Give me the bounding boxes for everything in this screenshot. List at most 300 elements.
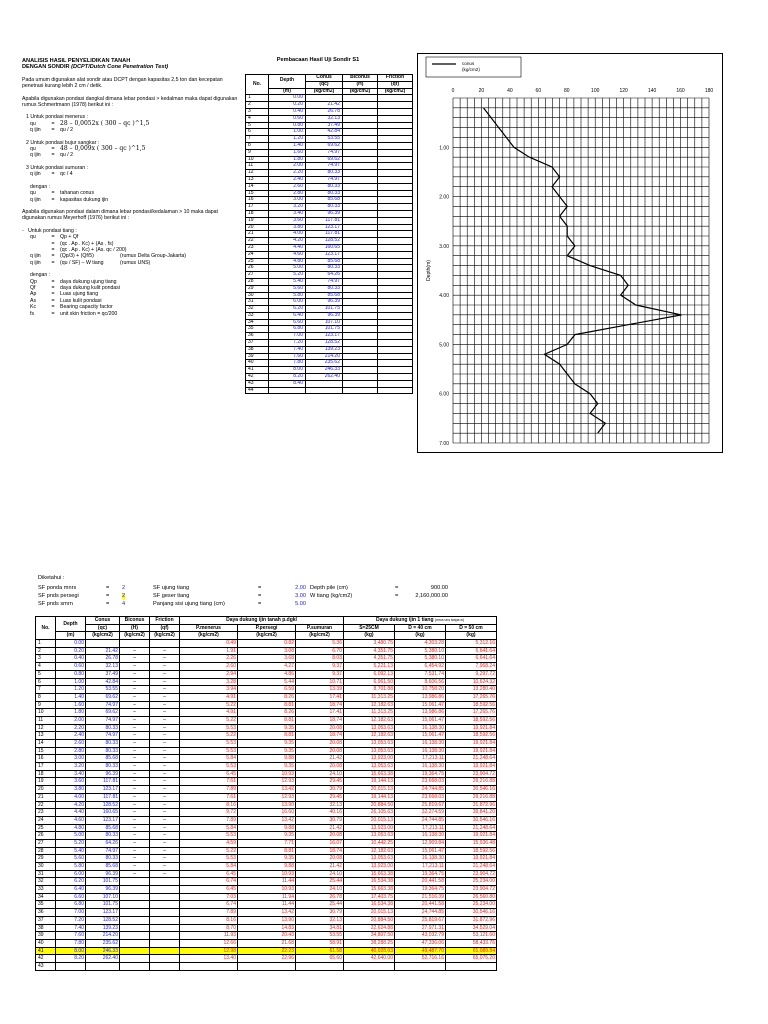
col-depth-unit: (m)	[269, 88, 306, 95]
cap-cell-pmenerus: 7.89	[180, 909, 238, 917]
sondir-cell-conus: 123.17	[306, 333, 343, 340]
sondir-cell-conus: 80.33	[306, 170, 343, 177]
sondir-cell-conus: 80.33	[306, 285, 343, 292]
cap-cell-pmenerus: 8.16	[180, 916, 238, 924]
cap-cell-ppersegi: 9.35	[238, 747, 296, 755]
sondir-cell-friction	[378, 210, 413, 217]
col-no: No.	[246, 75, 269, 95]
sondir-cell-conus: 139.23	[306, 346, 343, 353]
cap-cell-psumuran: 30.79	[296, 786, 344, 794]
t2-col-unit-d: (kg)	[344, 632, 395, 640]
sondir-cell-no: 1	[246, 95, 269, 102]
sondir-row	[246, 380, 413, 387]
given-k2: SF ujung tiang	[153, 585, 190, 591]
cap-cell-biconus: –	[120, 663, 150, 671]
sondir-cell-depth: 8.40	[269, 380, 306, 387]
cap-cell-s25: 8,701.88	[344, 686, 395, 694]
cap-cell-d50: 13,280.40	[446, 686, 497, 694]
cap-cell-friction: –	[150, 824, 180, 832]
col-conus-sym: (qc)	[306, 81, 343, 88]
cap-cell-s25: 13,923.00	[344, 824, 395, 832]
sondir-cell-friction	[378, 115, 413, 122]
cap-cell-friction	[150, 955, 180, 963]
bearing-capacity-table	[35, 616, 497, 971]
cap-cell-d50: 6,641.64	[446, 647, 497, 655]
given-k3: W tiang (kg/cm2)	[310, 593, 353, 599]
sondir-table	[245, 74, 413, 394]
cap-cell-d40: 16,138.30	[395, 740, 446, 748]
x-tick-label: 0	[451, 88, 455, 94]
sondir-cell-depth: 5.00	[269, 265, 306, 272]
cap-cell-ppersegi: 5.44	[238, 678, 296, 686]
cap-cell-s25: 19,144.13	[344, 778, 395, 786]
def-text: daya dukung ujung tiang	[60, 278, 117, 285]
cap-cell-depth: 8.20	[56, 955, 86, 963]
sondir-cell-no: 36	[246, 333, 269, 340]
cap-cell-d50: 29,216.88	[446, 778, 497, 786]
cap-cell-ppersegi: 13.42	[238, 816, 296, 824]
y-tick-label: 4.00	[439, 293, 449, 300]
cap-cell-friction: –	[150, 816, 180, 824]
capacity-row	[36, 801, 497, 809]
conus-point	[597, 403, 598, 404]
cap-cell-biconus	[120, 901, 150, 909]
legend-label-2: (kg/cm2)	[462, 67, 480, 72]
sondir-cell-friction	[378, 374, 413, 381]
cap-cell-friction	[150, 932, 180, 940]
sondir-cell-no: 39	[246, 353, 269, 360]
sondir-cell-biconus	[343, 367, 378, 374]
sondir-cell-depth: 3.80	[269, 224, 306, 231]
cap-cell-biconus: –	[120, 740, 150, 748]
cap-cell-conus: 85.68	[86, 755, 120, 763]
sondir-cell-conus: 96.39	[306, 299, 343, 306]
sondir-cell-depth: 7.80	[269, 360, 306, 367]
cap-cell-no: 21	[36, 793, 56, 801]
cap-cell-s25: 19,144.13	[344, 793, 395, 801]
capacity-row	[36, 955, 497, 963]
pile-f4-row: q ijin = (Qp/3) + (Qf/5) (rumus Delta Group-Jakarta)	[30, 253, 187, 260]
cap-cell-psumuran: 24.10	[296, 886, 344, 894]
cap-cell-friction	[150, 640, 180, 648]
cap-cell-d40: 16,138.30	[395, 855, 446, 863]
cap-cell-pmenerus: 8.70	[180, 924, 238, 932]
cap-cell-biconus: –	[120, 686, 150, 694]
cap-cell-friction: –	[150, 647, 180, 655]
cap-cell-ppersegi: 9.88	[238, 824, 296, 832]
col-biconus: Biconus	[343, 75, 378, 82]
cap-cell-biconus: –	[120, 786, 150, 794]
sondir-cell-friction	[378, 387, 413, 394]
t2-col-biconus-unit: (kg/cm2)	[120, 632, 150, 640]
y-tick-label: 1.00	[439, 145, 449, 152]
cap-cell-d50: 61,089.84	[446, 947, 497, 955]
cap-cell-conus: 117.81	[86, 793, 120, 801]
cap-cell-ppersegi: 8.26	[238, 693, 296, 701]
sondir-cell-friction	[378, 312, 413, 319]
cap-cell-no: 8	[36, 693, 56, 701]
sondir-cell-biconus	[343, 333, 378, 340]
cap-cell-conus: 74.97	[86, 847, 120, 855]
conus-chart-svg	[418, 54, 722, 452]
capacity-row	[36, 755, 497, 763]
sondir-cell-conus: 117.81	[306, 217, 343, 224]
def-qijin-row: q ijin = kapasitas dukung ijin	[30, 196, 109, 203]
cap-cell-depth: 5.60	[56, 855, 86, 863]
cap-cell-biconus: –	[120, 770, 150, 778]
cap-cell-psumuran: 58.91	[296, 939, 344, 947]
def-item: Kc = Bearing capacity factor	[22, 304, 242, 310]
cap-cell-friction	[150, 947, 180, 955]
cap-cell-conus: 235.62	[86, 939, 120, 947]
cap-cell-no: 33	[36, 886, 56, 894]
cap-cell-s25: 15,663.38	[344, 770, 395, 778]
conus-point	[628, 324, 629, 325]
sondir-cell-biconus	[343, 108, 378, 115]
sondir-cell-no: 43	[246, 380, 269, 387]
sondir-cell-conus: 74.97	[306, 163, 343, 170]
cap-cell-conus: 69.62	[86, 693, 120, 701]
cap-cell-ppersegi: 8.81	[238, 847, 296, 855]
conus-point	[620, 295, 621, 296]
s1-qu-formula: 28 – 0,0052x ( 300 – qc )^1,5	[60, 119, 150, 127]
cap-cell-friction	[150, 916, 180, 924]
sondir-cell-no: 13	[246, 176, 269, 183]
sondir-cell-no: 42	[246, 374, 269, 381]
conus-point	[574, 334, 575, 335]
sondir-cell-depth: 3.00	[269, 197, 306, 204]
sondir-cell-biconus	[343, 156, 378, 163]
doc-title-2-italic: (DCPT/Dutch Cone Penetration Test)	[71, 64, 169, 71]
cap-cell-d50: 19,921.84	[446, 740, 497, 748]
sondir-cell-friction	[378, 95, 413, 102]
pile-f5: (qu / SF) – W tiang	[60, 259, 104, 266]
cap-cell-pmenerus: 2.94	[180, 670, 238, 678]
cap-cell-biconus: –	[120, 870, 150, 878]
cap-cell-ppersegi: 4.86	[238, 670, 296, 678]
cap-cell-ppersegi: 8.26	[238, 709, 296, 717]
sondir-cell-friction	[378, 299, 413, 306]
sondir-cell-biconus	[343, 217, 378, 224]
cap-cell-d40: 16,138.30	[395, 832, 446, 840]
sondir-cell-depth: 0.00	[269, 95, 306, 102]
cap-cell-conus: 53.55	[86, 686, 120, 694]
sondir-cell-friction	[378, 149, 413, 156]
cap-cell-psumuran: 8.03	[296, 655, 344, 663]
cap-cell-d50: 17,265.76	[446, 693, 497, 701]
def-item: As = Luas kulit pondasi	[22, 298, 242, 304]
sondir-cell-no: 38	[246, 346, 269, 353]
sondir-cell-conus: 42.84	[306, 129, 343, 136]
cap-cell-psumuran: 9.37	[296, 670, 344, 678]
cap-cell-d50: 30,546.16	[446, 909, 497, 917]
capacity-row	[36, 740, 497, 748]
cap-cell-d40: 25,819.67	[395, 916, 446, 924]
cap-cell-depth: 8.00	[56, 947, 86, 955]
cap-cell-d50: 58,433.76	[446, 939, 497, 947]
conus-point	[552, 167, 553, 168]
cap-cell-friction	[150, 893, 180, 901]
sondir-cell-depth: 6.80	[269, 326, 306, 333]
sondir-cell-friction	[378, 251, 413, 258]
cap-cell-conus: 21.42	[86, 647, 120, 655]
x-tick-label: 60	[535, 88, 542, 94]
sondir-row	[246, 251, 413, 258]
y-tick-label: 5.00	[439, 342, 449, 349]
def-item: Ap = Luas ujung tiang	[22, 291, 242, 297]
def-text: Bearing capacity factor	[60, 304, 113, 311]
cap-cell-s25: 13,053.63	[344, 740, 395, 748]
def-sym: Kc	[30, 304, 37, 311]
capacity-row	[36, 686, 497, 694]
cap-cell-no: 23	[36, 809, 56, 817]
cap-cell-friction: –	[150, 724, 180, 732]
cap-cell-d40: 10,758.20	[395, 686, 446, 694]
cap-cell-d50: 18,592.56	[446, 732, 497, 740]
cap-cell-psumuran: 25.44	[296, 878, 344, 886]
cap-cell-biconus: –	[120, 793, 150, 801]
sondir-cell-conus: 80.33	[306, 204, 343, 211]
sondir-cell-friction	[378, 272, 413, 279]
cap-cell-friction: –	[150, 870, 180, 878]
sondir-cell-biconus	[343, 115, 378, 122]
cap-cell-d40: 24,744.85	[395, 909, 446, 917]
cap-cell-psumuran: 20.08	[296, 724, 344, 732]
sondir-cell-conus	[306, 380, 343, 387]
given-v2: 3.00	[295, 593, 306, 599]
cap-cell-friction: –	[150, 655, 180, 663]
sondir-cell-biconus	[343, 340, 378, 347]
cap-cell-s25: 15,663.38	[344, 886, 395, 894]
intro-paragraph-2: Apabila digunakan pondasi dangkal dimana lebar pondasi > kedalman maka dapat digunakan rumus Schmertmann (1978) berikut ini :	[22, 95, 238, 109]
sondir-cell-conus: 74.97	[306, 176, 343, 183]
cap-cell-friction	[150, 962, 180, 970]
cap-cell-pmenerus: 5.53	[180, 763, 238, 771]
cap-cell-pmenerus: 11.93	[180, 932, 238, 940]
cap-cell-d40: 17,213.11	[395, 824, 446, 832]
cap-cell-pmenerus: 2.26	[180, 655, 238, 663]
conus-point	[597, 433, 598, 434]
sondir-cell-depth: 6.60	[269, 319, 306, 326]
sondir-cell-biconus	[343, 163, 378, 170]
sondir-cell-conus: 128.52	[306, 238, 343, 245]
cap-cell-biconus: –	[120, 801, 150, 809]
cap-cell-psumuran: 24.10	[296, 870, 344, 878]
given-v3: 2,160,000.00	[415, 593, 448, 599]
sondir-cell-no: 34	[246, 319, 269, 326]
s3-qijin-row: q ijin = qc / 4	[30, 171, 73, 178]
t2-col-unit-a: (kg/cm2)	[180, 632, 238, 640]
cap-cell-depth: 6.00	[56, 870, 86, 878]
cap-cell-depth: 2.40	[56, 732, 86, 740]
sondir-cell-conus: 107.10	[306, 319, 343, 326]
cap-cell-psumuran: 32.13	[296, 916, 344, 924]
cap-cell-d40: 52,716.16	[395, 955, 446, 963]
cap-cell-d40: 25,819.67	[395, 801, 446, 809]
cap-cell-pmenerus: 3.94	[180, 686, 238, 694]
cap-cell-d50: 10,624.32	[446, 678, 497, 686]
cap-cell-s25: 22,624.88	[344, 924, 395, 932]
given-eq2: =	[258, 601, 262, 607]
def-item: Qp = daya dukung ujung tiang	[22, 279, 242, 285]
sondir-cell-biconus	[343, 190, 378, 197]
sondir-cell-no: 16	[246, 197, 269, 204]
cap-cell-conus: 96.39	[86, 886, 120, 894]
cap-cell-psumuran: 24.10	[296, 770, 344, 778]
sondir-cell-friction	[378, 156, 413, 163]
cap-cell-s25: 42,640.00	[344, 955, 395, 963]
cap-cell-no: 1	[36, 640, 56, 648]
cap-cell-biconus: –	[120, 809, 150, 817]
dengan-label: dengan :	[30, 183, 51, 190]
intro-paragraph-1: Pada umum digunakan alat sondir atau DCPT dengan kapasitas 2,5 ton dan kecepatan penetrasi kurang lebih 2 cm / detik.	[22, 76, 223, 90]
cap-cell-conus	[86, 640, 120, 648]
cap-cell-pmenerus: 5.53	[180, 740, 238, 748]
cap-cell-depth	[56, 962, 86, 970]
cap-cell-d50	[446, 962, 497, 970]
cap-cell-d40: 15,061.47	[395, 732, 446, 740]
capacity-row	[36, 878, 497, 886]
sondir-cell-biconus	[343, 292, 378, 299]
cap-cell-s25: 20,015.13	[344, 786, 395, 794]
t2-col-biconus-sym: (H)	[120, 624, 150, 632]
cap-cell-s25: 11,313.25	[344, 693, 395, 701]
sondir-cell-conus: 69.62	[306, 142, 343, 149]
given-eq3: =	[395, 593, 399, 599]
cap-cell-friction: –	[150, 839, 180, 847]
cap-cell-conus: 123.17	[86, 909, 120, 917]
cap-cell-psumuran: 32.13	[296, 801, 344, 809]
t2-col-s25: S=25CM	[344, 624, 395, 632]
conus-point	[628, 285, 629, 286]
conus-point	[567, 226, 568, 227]
cap-cell-biconus: –	[120, 839, 150, 847]
cap-cell-conus: 80.33	[86, 740, 120, 748]
sondir-cell-friction	[378, 306, 413, 313]
cap-cell-s25: 12,182.63	[344, 847, 395, 855]
cap-cell-d50: 25,234.00	[446, 878, 497, 886]
cap-cell-d40: 32,274.59	[395, 809, 446, 817]
cap-cell-d40: 13,986.86	[395, 693, 446, 701]
cap-cell-pmenerus: 7.61	[180, 778, 238, 786]
given-eq: =	[106, 601, 110, 607]
sondir-cell-conus: 96.39	[306, 210, 343, 217]
cap-cell-biconus: –	[120, 655, 150, 663]
cap-cell-ppersegi: 13.90	[238, 916, 296, 924]
cap-cell-pmenerus: 7.61	[180, 793, 238, 801]
cap-cell-d40: 16,138.30	[395, 724, 446, 732]
given-k: SF ponda mnrs	[38, 585, 77, 591]
cap-cell-biconus: –	[120, 693, 150, 701]
dengan2-label: dengan :	[30, 272, 51, 279]
t2-group1: Daya dukung ijin tanah p.dgkl	[180, 617, 344, 625]
cap-cell-ppersegi: 8.81	[238, 701, 296, 709]
cap-cell-d40: 43,032.79	[395, 932, 446, 940]
cap-cell-psumuran: 21.42	[296, 863, 344, 871]
cap-cell-no: 3	[36, 655, 56, 663]
s2-qijin-row: q ijin = qu / 2	[30, 152, 73, 159]
cap-cell-ppersegi: 9.35	[238, 832, 296, 840]
def-item: fs = unit skin friction = qc/200	[22, 311, 242, 317]
cap-cell-pmenerus: 6.45	[180, 770, 238, 778]
conus-point	[574, 383, 575, 384]
sondir-cell-friction	[378, 129, 413, 136]
conus-point	[529, 157, 530, 158]
sondir-cell-depth: 5.40	[269, 278, 306, 285]
pile-heading: - Untuk pondasi tiang :	[22, 227, 77, 234]
sondir-cell-biconus	[343, 102, 378, 109]
t2-group2-label: Daya dukung ijin 1 tiang	[376, 617, 434, 624]
cap-cell-s25: 13,053.63	[344, 855, 395, 863]
conus-point	[567, 206, 568, 207]
cap-cell-d50: 30,546.16	[446, 786, 497, 794]
cap-cell-d50: 26,560.80	[446, 893, 497, 901]
cap-cell-no: 28	[36, 847, 56, 855]
cap-cell-conus: 139.23	[86, 924, 120, 932]
cap-cell-s25: 11,313.25	[344, 709, 395, 717]
given-eq2: =	[258, 585, 262, 591]
cap-cell-biconus: –	[120, 732, 150, 740]
cap-cell-d40: 19,364.75	[395, 870, 446, 878]
sondir-cell-conus: 128.52	[306, 340, 343, 347]
cap-cell-d50: 34,529.04	[446, 924, 497, 932]
cap-cell-biconus: –	[120, 863, 150, 871]
pile-f4-note: (rumus Delta Group-Jakarta)	[120, 253, 187, 260]
sondir-cell-conus: 21.42	[306, 102, 343, 109]
sondir-cell-conus: 53.55	[306, 136, 343, 143]
sondir-cell-biconus	[343, 374, 378, 381]
sondir-cell-depth: 1.80	[269, 156, 306, 163]
pile-f5-row: q ijin = (qu / SF) – W tiang (rumus UNS)	[30, 259, 151, 266]
capacity-row	[36, 663, 497, 671]
sondir-row	[246, 285, 413, 292]
s1-qu-row: qu = 28 – 0,0052x ( 300 – qc )^1,5	[30, 119, 150, 127]
cap-cell-psumuran: 25.44	[296, 901, 344, 909]
sondir-cell-depth: 6.40	[269, 312, 306, 319]
col-friction: Friction	[378, 75, 413, 82]
cap-cell-d50: 21,248.64	[446, 824, 497, 832]
cap-cell-psumuran: 20.08	[296, 740, 344, 748]
cap-cell-d40: 13,986.86	[395, 709, 446, 717]
cap-cell-biconus: –	[120, 816, 150, 824]
sondir-cell-depth: 0.60	[269, 115, 306, 122]
y-axis-label: Depth(m)	[426, 260, 432, 281]
cap-cell-biconus	[120, 909, 150, 917]
cap-cell-ppersegi	[238, 962, 296, 970]
sondir-cell-friction	[378, 265, 413, 272]
cap-cell-s25: 13,923.00	[344, 863, 395, 871]
cap-cell-friction: –	[150, 855, 180, 863]
sondir-cell-friction	[378, 360, 413, 367]
cap-cell-psumuran: 20.08	[296, 747, 344, 755]
cap-cell-friction: –	[150, 778, 180, 786]
cap-cell-s25: 16,534.38	[344, 878, 395, 886]
def-sym: fs	[30, 310, 35, 317]
cap-cell-biconus: –	[120, 709, 150, 717]
cap-cell-d50: 29,216.88	[446, 793, 497, 801]
sondir-cell-no: 28	[246, 278, 269, 285]
cap-cell-ppersegi: 10.93	[238, 770, 296, 778]
cap-cell-s25: 20,015.13	[344, 816, 395, 824]
cap-cell-d40: 12,909.84	[395, 839, 446, 847]
x-tick-label: 40	[507, 88, 513, 94]
sondir-cell-depth: 4.80	[269, 258, 306, 265]
cap-cell-friction	[150, 939, 180, 947]
sondir-cell-depth: 4.40	[269, 244, 306, 251]
cap-cell-s25: 34,807.50	[344, 932, 395, 940]
sondir-cell-friction	[378, 333, 413, 340]
cap-cell-s25: 20,884.50	[344, 801, 395, 809]
